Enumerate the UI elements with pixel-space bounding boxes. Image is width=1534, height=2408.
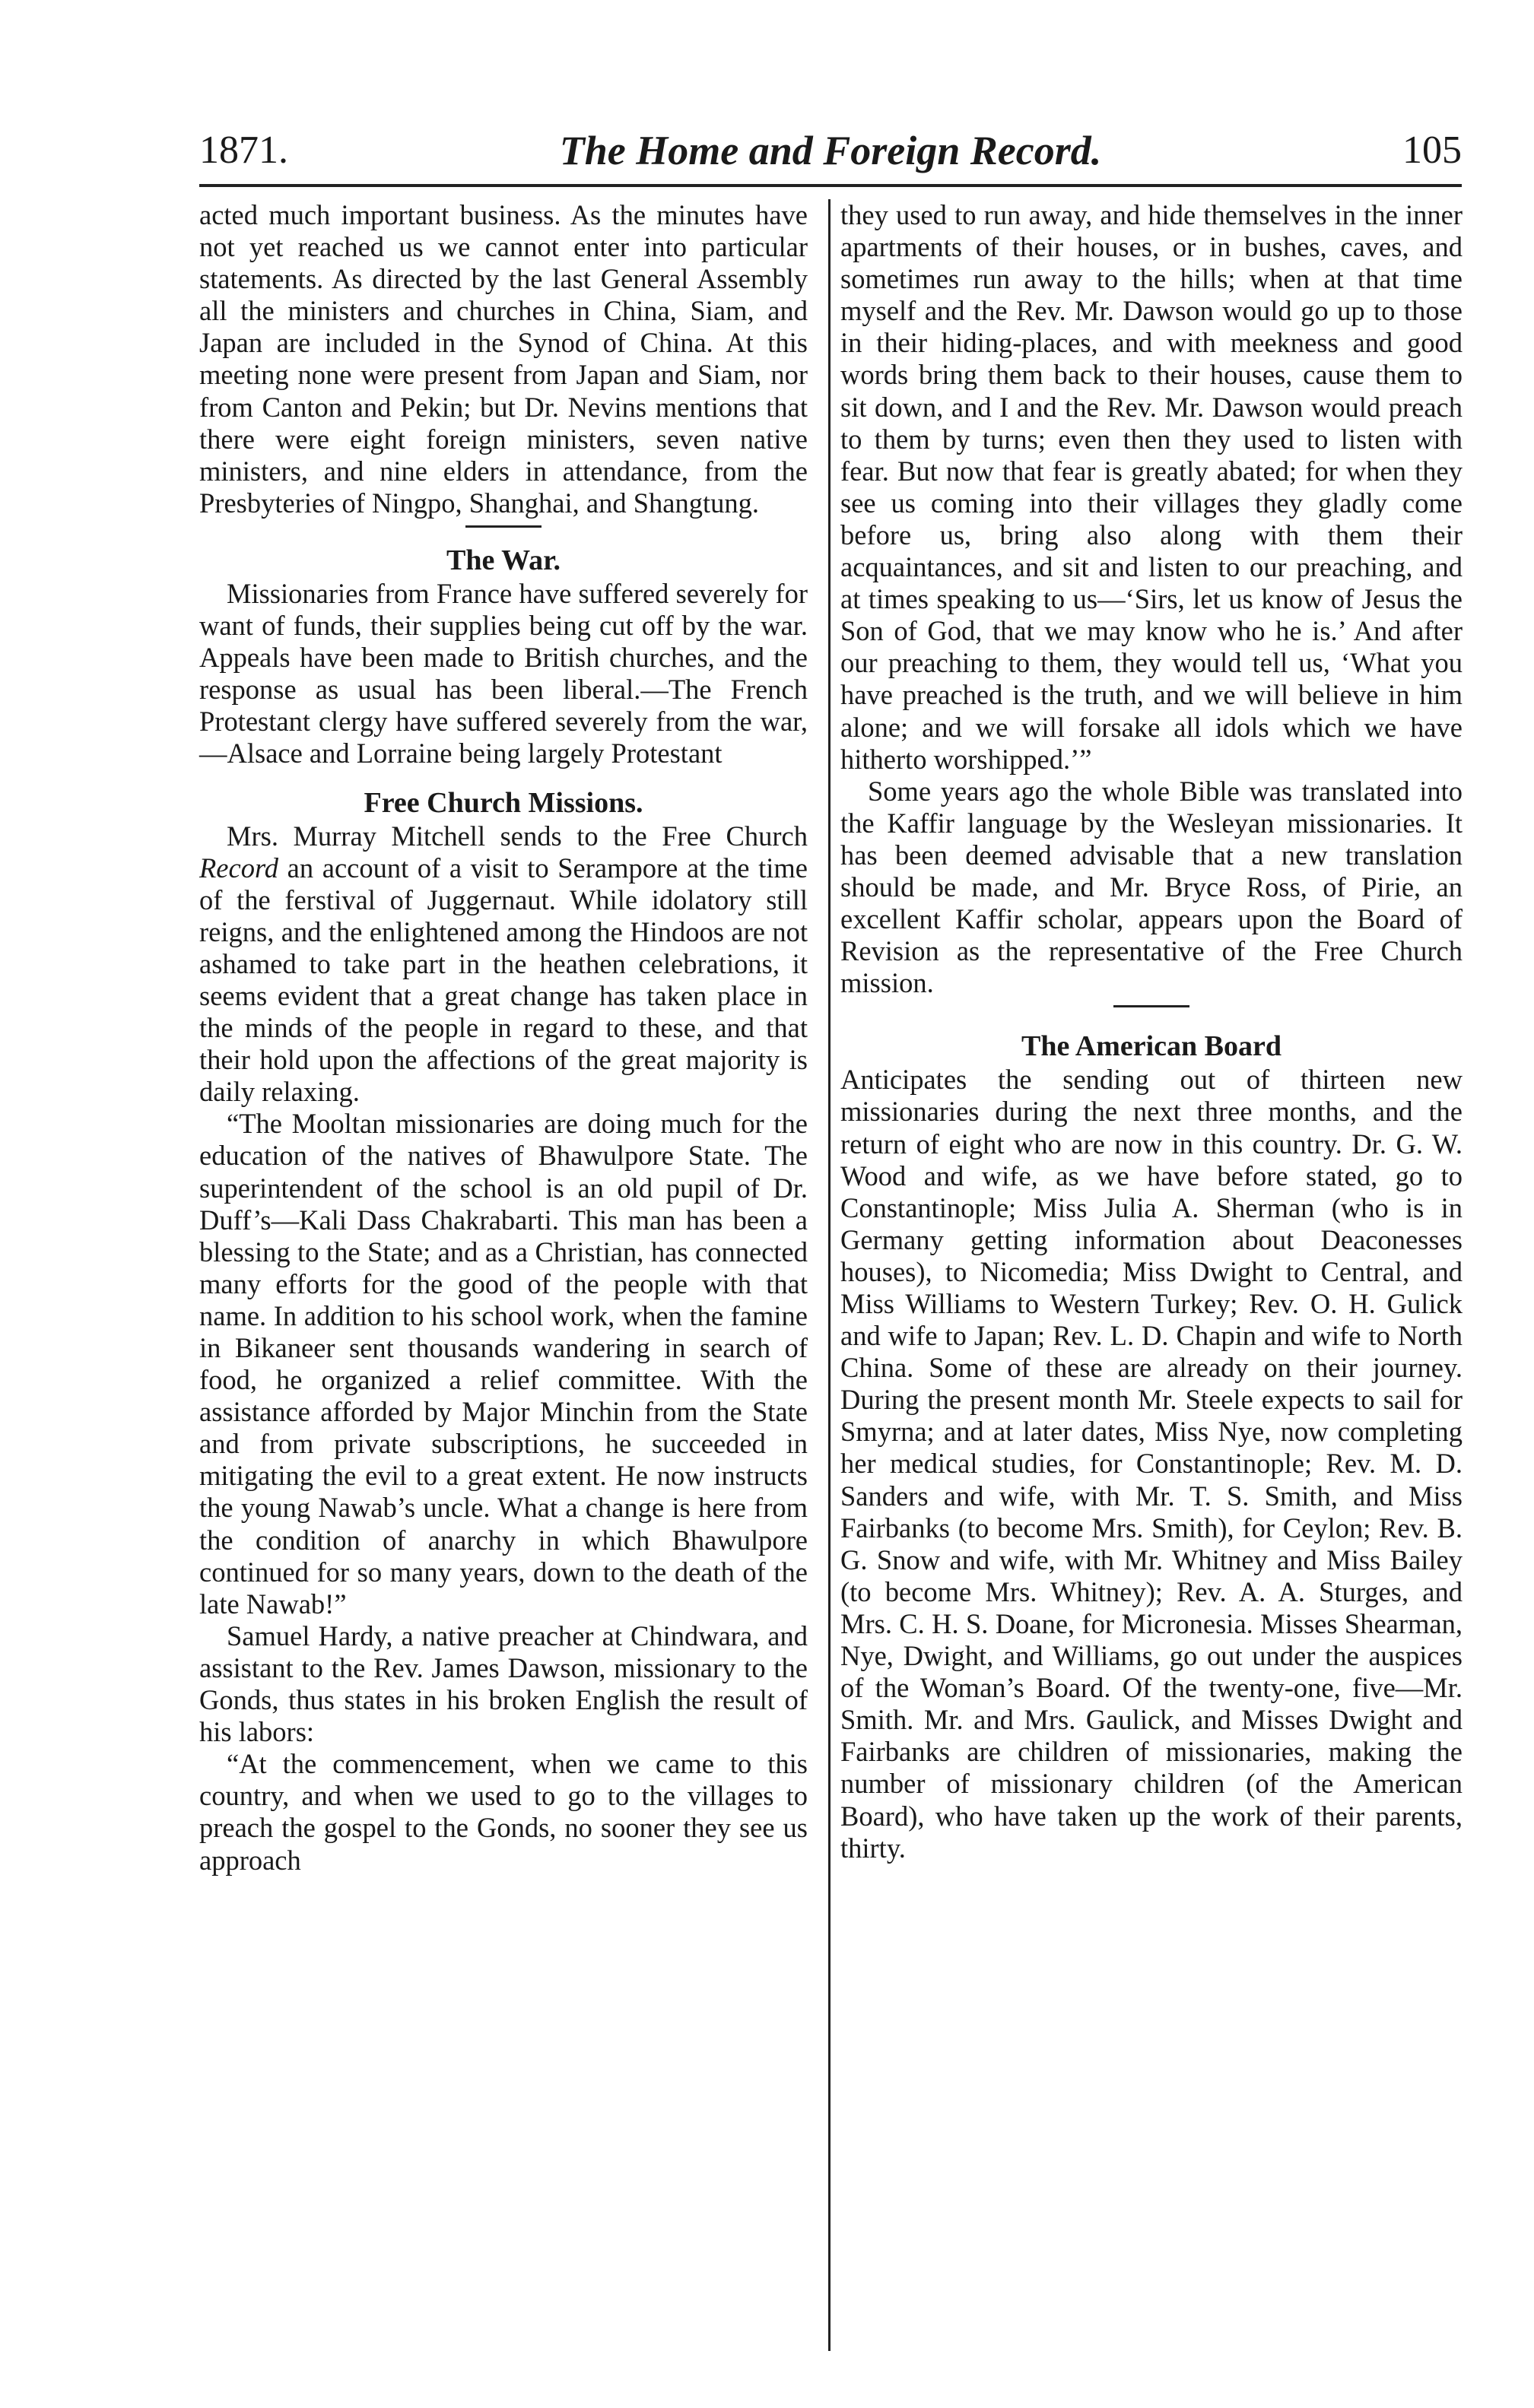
gonds-continuation: they used to run away, and hide themselves in the inner apartments of their houses, or in bushes, caves, and sometimes run away to the hills; when at that time myself and the Rev. Mr. Dawson would go up to those in their hiding-places, and with meekness and good words bring them back to their houses, cause them to sit down, and I and the Rev. Mr. Dawson would preach to them by turns; even then they used to listen with fear. But now that fear is greatly abated; for when they see us coming into their villages they gladly come before us, bring also along with them their acquaintances, and sit and listen to our preaching, and at times speaking to us—‘Sirs, let us know of Jesus the Son of God, that we may know who he is.’ And after our preaching to them, they would tell us, ‘What you have preached is the truth, and we will believe in him alone; and we will forsake all idols which we have hitherto worshipped.’” [840,199,1463,775]
free-church-paragraph-1: Mrs. Murray Mitchell sends to the Free Church Record an account of a visit to Serampore at the time of the ferstival of Juggernaut. While idolatory still reigns, and the enlightened among the Hindoos are not ashamed to take part in the heathen celebrations, it seems evident that a great change has taken place in the minds of the people in regard to these, and that their hold upon the affections of the great majority is daily relaxing. [199,820,808,1108]
war-heading: The War. [446,544,561,576]
journal-title: The Home and Foreign Record. [559,128,1102,173]
left-column [199,199,808,1877]
free-church-paragraph-4: “At the commencement, when we came to this country, and when we used to go to the villages to preach the gospel to the Gonds, no sooner they see us approach [199,1748,808,1876]
american-board-paragraph: Anticipates the sending out of thirteen new missionaries during the next three months, and the return of eight who are now in this country. Dr. G. W. Wood and wife, as we have before stated, go to Constantinople; Miss Julia A. Sherman (who is in Germany getting information about Deaconesses houses), to Nicomedia; Miss Dwight to Central, and Miss Williams to Western Turkey; Rev. O. H. Gulick and wife to Japan; Rev. L. D. Chapin and wife to North China. Some of these are already on their journey. During the present month Mr. Steele expects to sail for Smyrna; and at later dates, Miss Nye, now completing her medical studies, for Constantinople; Rev. M. D. Sanders and wife, with Mr. T. S. Smith, and Miss Fairbanks (to become Mrs. Smith), for Ceylon; Rev. B. G. Snow and wife, with Mr. Whitney and Miss Bailey (to become Mrs. Whitney); Rev. A. A. Sturges, and Mrs. C. H. S. Doane, for Micronesia. Misses Shearman, Nye, Dwight, and Williams, go out under the auspices of the Woman’s Board. Of the twenty-one, five—Mr. Smith. Mr. and Mrs. Gaulick, and Misses Dwight and Fairbanks are children of missionaries, making the number of missionary children (of the American Board), who have taken up the work of their parents, thirty. [840,1064,1463,1864]
page-header [199,128,1462,181]
header-rule [199,184,1462,187]
free-church-paragraph-2: “The Mooltan missionaries are doing much for the education of the natives of Bhawulpore State. The superintendent of the school is an old pupil of Dr. Duff’s—Kali Dass Chakrabarti. This man has been a blessing to the State; and as a Christian, has connected many efforts for the good of the people with that name. In addition to his school work, when the famine in Bikaneer sent thousands wandering in search of food, he organized a relief committee. With the assistance afforded by Major Minchin from the State and from private subscriptions, he succeeded in mitigating the evil to a great extent. He now instructs the young Nawab’s uncle. What a change is here from the condition of anarchy in which Bhawulpore continued for so many years, down to the death of the late Nawab!” [199,1108,808,1620]
header-year: 1871. [199,128,288,172]
war-paragraph: Missionaries from France have suffered severely for want of funds, their supplies being cut off by the war. Appeals have been made to British churches, and the response as usual has been liberal.—The French Protestant clergy have suffered severely from the war,—Alsace and Lorraine being largely Protestant [199,577,808,769]
free-church-heading: Free Church Missions. [364,786,643,819]
free-church-paragraph-3: Samuel Hardy, a native preacher at Chindwara, and assistant to the Rev. James Dawson, missionary to the Gonds, thus states in his broken English the result of his labors: [199,1620,808,1748]
synod-paragraph: acted much important business. As the minutes have not yet reached us we cannot enter into particular statements. As directed by the last General Assembly all the ministers and churches in China, Siam, and Japan are included in the Synod of China. At this meeting none were present from Japan and Siam, nor from Canton and Pekin; but Dr. Nevins mentions that there were eight foreign ministers, seven native ministers, and nine elders in attendance, from the Presbyteries of Ningpo, Shanghai, and Shangtung. [199,199,808,519]
kaffir-bible-paragraph: Some years ago the whole Bible was translated into the Kaffir language by the Wesleyan missionaries. It has been deemed advisable that a new translation should be made, and Mr. Bryce Ross, of Pirie, an excellent Kaffir scholar, appears upon the Board of Revision as the representative of the Free Church mission. [840,775,1463,999]
page-number: 105 [1402,128,1462,172]
column-divider [828,199,831,2351]
american-board-heading: The American Board [1021,1030,1282,1063]
record-italic: Record [199,852,279,884]
right-column [840,199,1463,1864]
